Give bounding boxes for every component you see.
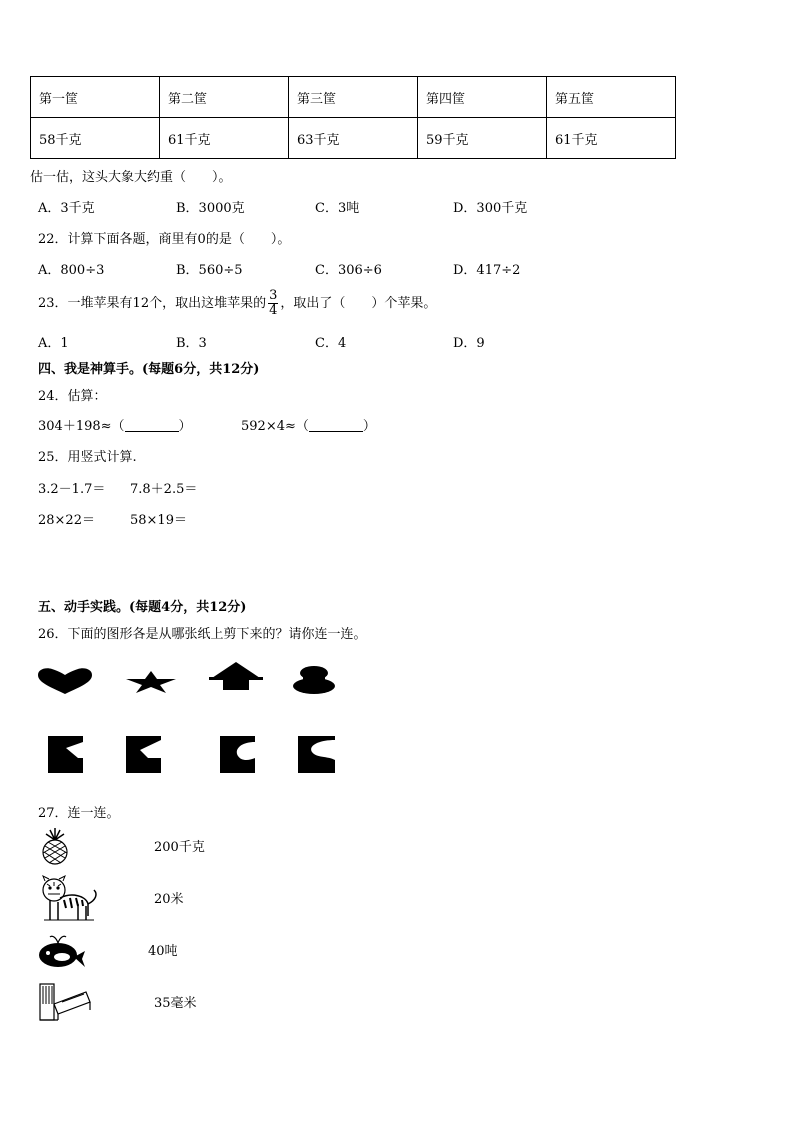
cut-paper-zigzag-icon (48, 736, 83, 773)
section-4-title: 四、我是神算手。(每题6分，共12分) (38, 362, 260, 377)
q22-option-b[interactable]: B．560÷5 (176, 263, 243, 278)
q22-stem: 22．计算下面各题，商里有0的是（ ）。 (38, 232, 291, 247)
table-header-5: 第五筐 (547, 77, 676, 118)
table-row (31, 118, 676, 159)
q23-option-a[interactable]: A．1 (38, 336, 69, 351)
table-header-1: 第一筐 (31, 77, 160, 118)
q27-unit-3[interactable]: 40吨 (148, 944, 178, 959)
q24-item-1 (38, 419, 192, 435)
q23-option-d[interactable]: D．9 (453, 336, 485, 351)
table-cell-1: 58千克 (31, 118, 160, 159)
q25-label: 25．用竖式计算. (38, 450, 137, 465)
star-icon (126, 671, 176, 693)
q27-unit-1[interactable]: 200千克 (154, 840, 205, 855)
answer-blank[interactable] (125, 419, 179, 432)
heart-icon (38, 668, 92, 694)
q25-item-1: 3.2－1.7＝ (38, 482, 106, 497)
table-header-4: 第四筐 (418, 77, 547, 118)
cut-paper-triangle-icon (126, 736, 161, 773)
q22-option-d[interactable]: D．417÷2 (453, 263, 521, 278)
q24-label: 24．估算： (38, 389, 107, 404)
q27-unit-2[interactable]: 20米 (154, 892, 184, 907)
close-paren: ） (178, 419, 192, 434)
q21-option-b[interactable]: B．3000克 (176, 201, 245, 216)
table-cell-3: 63千克 (289, 118, 418, 159)
q24-expression-2: 592×4≈（ (241, 419, 309, 434)
table-cell-4: 59千克 (418, 118, 547, 159)
table-header-2: 第二筐 (160, 77, 289, 118)
whale-icon (38, 933, 86, 969)
q23-stem-after: ，取出了（ ）个苹果。 (280, 296, 437, 311)
section-5-title: 五、动手实践。(每题4分，共12分) (38, 600, 247, 615)
fraction-denominator: 4 (269, 303, 278, 318)
q27-unit-4[interactable]: 35毫米 (154, 996, 197, 1011)
cut-paper-curve-icon (298, 736, 335, 773)
q23-option-b[interactable]: B．3 (176, 336, 207, 351)
q25-item-4: 58×19＝ (130, 513, 187, 528)
arrow-up-icon (209, 662, 263, 690)
q24-item-2 (241, 419, 376, 435)
answer-blank[interactable] (309, 419, 363, 432)
close-paren: ） (362, 419, 376, 434)
weights-table (30, 76, 676, 159)
q24-expression-1: 304＋198≈（ (38, 419, 125, 434)
pineapple-icon (38, 828, 72, 864)
bed-icon (38, 980, 92, 1022)
tiger-icon (38, 876, 100, 922)
q21-option-d[interactable]: D．300千克 (453, 201, 528, 216)
table-header-3: 第三筐 (289, 77, 418, 118)
cut-paper-arc-icon (220, 736, 255, 773)
table-cell-2: 61千克 (160, 118, 289, 159)
q22-option-a[interactable]: A．800÷3 (38, 263, 105, 278)
q25-item-3: 28×22＝ (38, 513, 95, 528)
table-cell-5: 61千克 (547, 118, 676, 159)
table-row (31, 77, 676, 118)
q23-stem (38, 289, 436, 318)
q26-label: 26．下面的图形各是从哪张纸上剪下来的？请你连一连。 (38, 627, 367, 642)
q21-option-c[interactable]: C．3吨 (315, 201, 360, 216)
q22-option-c[interactable]: C．306÷6 (315, 263, 382, 278)
q25-item-2: 7.8＋2.5＝ (130, 482, 198, 497)
q21-stem: 估一估，这头大象大约重（ ）。 (30, 170, 232, 185)
q21-option-a[interactable]: A．3千克 (38, 201, 95, 216)
q27-label: 27．连一连。 (38, 806, 120, 821)
q23-option-c[interactable]: C．4 (315, 336, 347, 351)
fraction-numerator: 3 (269, 288, 278, 303)
q23-fraction (268, 289, 278, 318)
q23-stem-before: 23．一堆苹果有12个，取出这堆苹果的 (38, 296, 267, 311)
blob-icon (293, 666, 335, 694)
